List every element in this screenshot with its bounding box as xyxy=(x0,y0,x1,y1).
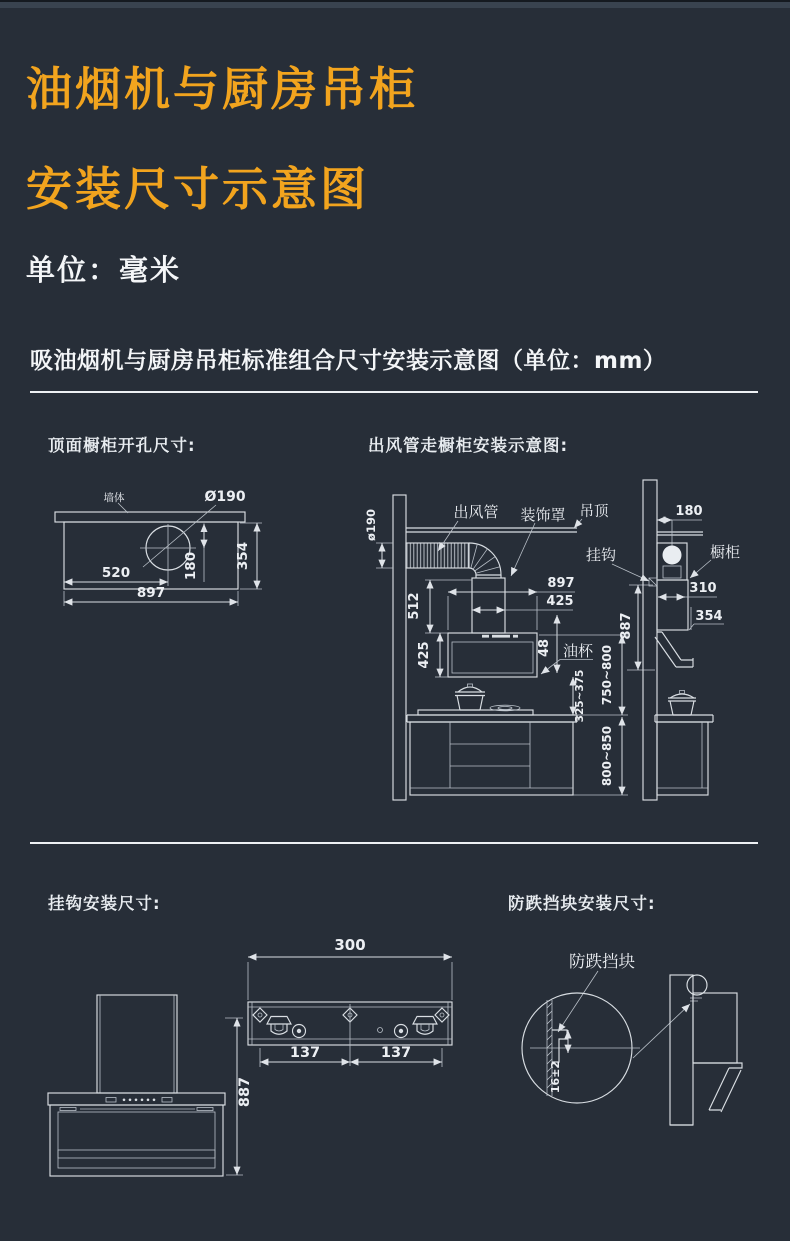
page-title-line1: 油烟机与厨房吊柜 xyxy=(26,62,418,116)
wall-label: 墙体 xyxy=(103,492,125,504)
ceiling-label: 吊顶 xyxy=(579,504,609,520)
small-hole xyxy=(378,1028,383,1033)
dim-counter-range xyxy=(573,717,628,795)
countertop-side xyxy=(655,715,713,722)
hook-right xyxy=(413,1017,437,1035)
dim-hook-height xyxy=(619,585,655,670)
hood-chimney xyxy=(97,995,177,1093)
base-cabinet-side xyxy=(657,722,708,795)
svg-text:354: 354 xyxy=(235,541,251,571)
divider-middle xyxy=(30,842,758,844)
dim-cover-width xyxy=(472,594,574,610)
cabinet-top-outline xyxy=(64,522,238,589)
dim-520 xyxy=(64,565,168,582)
wall-hatch-strip xyxy=(55,512,245,522)
ceiling-leader xyxy=(574,519,582,528)
subtitle: 吸油烟机与厨房吊柜标准组合尺寸安装示意图（单位：mm） xyxy=(30,348,667,374)
magnifier-detail xyxy=(522,993,640,1103)
dim-137-right xyxy=(350,1045,442,1067)
hook-label: 挂钩 xyxy=(585,546,617,564)
cabinet-label: 橱柜 xyxy=(709,543,741,561)
svg-text:325~375: 325~375 xyxy=(574,669,586,723)
exhaust-duct xyxy=(406,543,501,578)
dim-hood-height xyxy=(417,633,448,677)
svg-text:750~800: 750~800 xyxy=(600,644,614,706)
hood-body xyxy=(50,1105,223,1176)
cover-leader xyxy=(511,523,535,576)
svg-text:ø190: ø190 xyxy=(364,509,378,541)
svg-text:512: 512 xyxy=(407,592,422,620)
countertop-front xyxy=(407,715,577,722)
block-label: 防跌挡块 xyxy=(569,952,635,971)
cabinet-side-lower xyxy=(657,580,688,630)
svg-text:137: 137 xyxy=(380,1045,412,1061)
svg-text:887: 887 xyxy=(619,612,634,640)
cabinet-leader xyxy=(690,560,711,578)
hood-front xyxy=(448,633,537,677)
cover-label: 装饰罩 xyxy=(520,506,566,524)
oilcup-label: 油杯 xyxy=(562,642,594,660)
knob-left xyxy=(293,1025,306,1038)
svg-text:800~850: 800~850 xyxy=(600,725,614,787)
svg-text:425: 425 xyxy=(417,641,432,669)
diameter-leader xyxy=(143,505,216,567)
ceiling-side xyxy=(657,532,703,535)
knob-right xyxy=(395,1025,408,1038)
dim-897 xyxy=(64,585,238,606)
svg-text:180: 180 xyxy=(183,551,199,581)
duct-label: 出风管 xyxy=(453,503,499,521)
top-strip xyxy=(0,0,790,8)
unit-label: 单位：毫米 xyxy=(26,253,182,287)
dim-cab-height xyxy=(689,607,724,630)
block-diagram-title: 防跌挡块安装尺寸: xyxy=(508,894,656,913)
bracket-side-view xyxy=(670,975,742,1125)
block-diagram xyxy=(500,920,790,1150)
hole-diagram-title: 顶面橱柜开孔尺寸: xyxy=(48,436,196,455)
dim-hood-to-counter xyxy=(573,670,586,723)
dim-cover-height xyxy=(407,580,472,633)
block-leader xyxy=(558,971,598,1032)
hole-diameter-label: Ø190 xyxy=(204,489,246,505)
svg-text:520: 520 xyxy=(101,565,131,581)
wall-hatch-left xyxy=(393,495,406,800)
dim-clearance: 16±2 xyxy=(549,1060,562,1094)
decorative-cover xyxy=(472,578,505,633)
hook-left xyxy=(267,1017,291,1035)
base-cabinet-front xyxy=(410,722,573,795)
dim-duct-dia xyxy=(364,509,393,568)
svg-text:354: 354 xyxy=(695,609,723,624)
stove-and-pot xyxy=(418,684,533,715)
duct-diagram xyxy=(365,470,785,820)
svg-text:897: 897 xyxy=(547,576,575,591)
screw-hole-left xyxy=(253,1008,267,1022)
cabinet-side-upper xyxy=(657,543,687,580)
wall-hatch-right xyxy=(643,480,657,800)
svg-text:425: 425 xyxy=(546,594,574,609)
dim-300 xyxy=(248,936,452,1000)
svg-text:310: 310 xyxy=(689,581,717,596)
hook-diagram xyxy=(40,920,470,1210)
divider-top xyxy=(30,391,758,393)
dim-137-left xyxy=(260,1045,350,1067)
screw-hole-center xyxy=(343,1004,357,1066)
dim-354 xyxy=(235,523,262,589)
hole-diagram xyxy=(40,470,330,630)
magnifier-leader xyxy=(633,1004,690,1058)
dim-180 xyxy=(183,524,204,582)
dim-wall-offset xyxy=(657,504,703,554)
svg-text:180: 180 xyxy=(675,504,703,519)
stove-side xyxy=(668,691,696,716)
hood-side xyxy=(655,632,693,667)
ceiling-lines xyxy=(406,528,577,532)
dim-887 xyxy=(225,1018,253,1175)
screw-hole-right xyxy=(435,1008,449,1022)
svg-text:897: 897 xyxy=(136,585,166,601)
hook-diagram-title: 挂钩安装尺寸: xyxy=(48,894,161,913)
svg-text:300: 300 xyxy=(334,936,366,954)
svg-text:137: 137 xyxy=(289,1045,321,1061)
svg-text:887: 887 xyxy=(237,1076,253,1108)
hood-control-strip xyxy=(48,1093,225,1105)
svg-text:48: 48 xyxy=(537,638,552,658)
duct-diagram-title: 出风管走橱柜安装示意图: xyxy=(368,436,569,455)
page-title-line2: 安装尺寸示意图 xyxy=(26,162,369,216)
